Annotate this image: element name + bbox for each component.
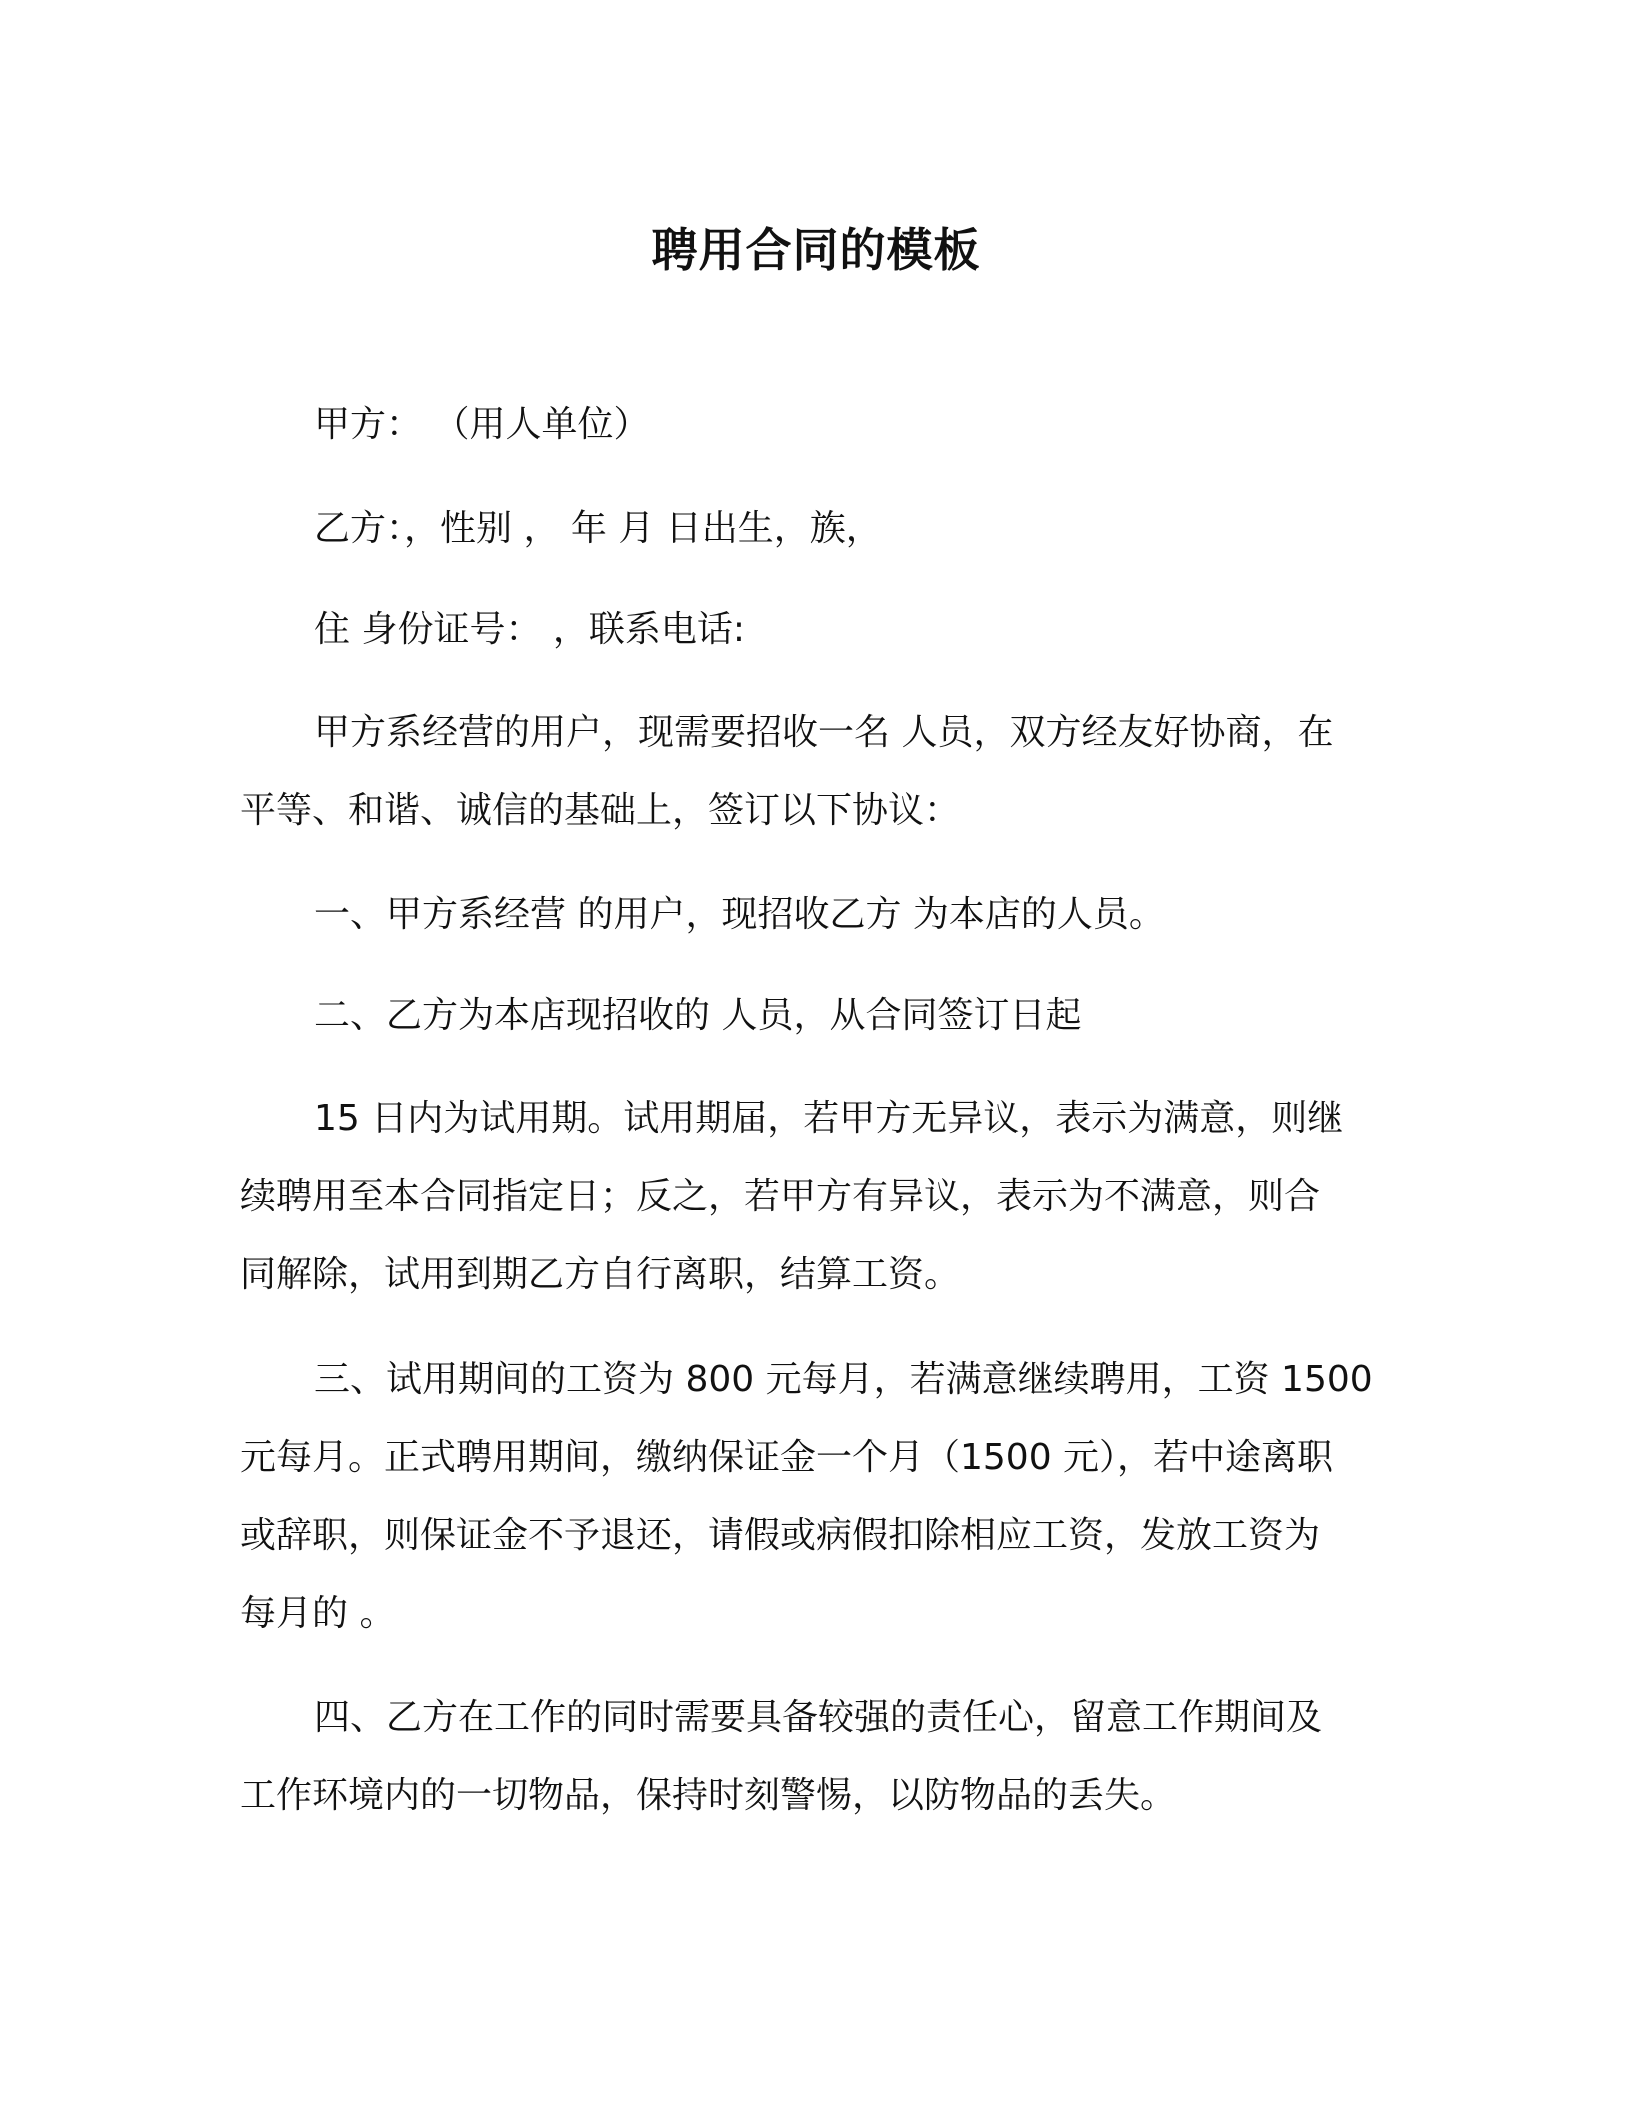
intro-line-2: 平等、和谐、诚信的基础上，签订以下协议： [240,790,961,831]
party-a-line: 甲方： （用人单位） [314,404,650,445]
clause-3-line-2: 元每月。正式聘用期间，缴纳保证金一个月（1500 元），若中途离职 [240,1437,1334,1478]
clause-3-line-3: 或辞职，则保证金不予退还，请假或病假扣除相应工资，发放工资为 [240,1515,1321,1556]
clause-2b-line-2: 续聘用至本合同指定日；反之，若甲方有异议，表示为不满意，则合 [240,1176,1321,1217]
document-title: 聘用合同的模板 [651,223,981,277]
clause-2b-line-3: 同解除，试用到期乙方自行离职，结算工资。 [240,1254,961,1295]
party-b-line: 乙方：，性别 ， 年 月 日出生，族， [314,508,882,549]
clause-2: 二、乙方为本店现招收的 人员，从合同签订日起 [314,995,1082,1036]
clause-3-line-1: 三、试用期间的工资为 800 元每月，若满意继续聘用，工资 1500 [314,1359,1373,1400]
clause-1: 一、甲方系经营 的用户，现招收乙方 为本店的人员。 [314,894,1165,935]
clause-4-line-2: 工作环境内的一切物品，保持时刻警惕，以防物品的丢失。 [240,1775,1177,1816]
clause-4-line-1: 四、乙方在工作的同时需要具备较强的责任心，留意工作期间及 [314,1697,1323,1738]
clause-2b-line-1: 15 日内为试用期。试用期届，若甲方无异议，表示为满意，则继 [314,1098,1344,1139]
intro-line-1: 甲方系经营的用户，现需要招收一名 人员，双方经友好协商，在 [314,712,1334,753]
clause-3-line-4: 每月的 。 [240,1593,396,1634]
address-id-phone-line: 住 身份证号： ，联系电话: [314,609,746,650]
